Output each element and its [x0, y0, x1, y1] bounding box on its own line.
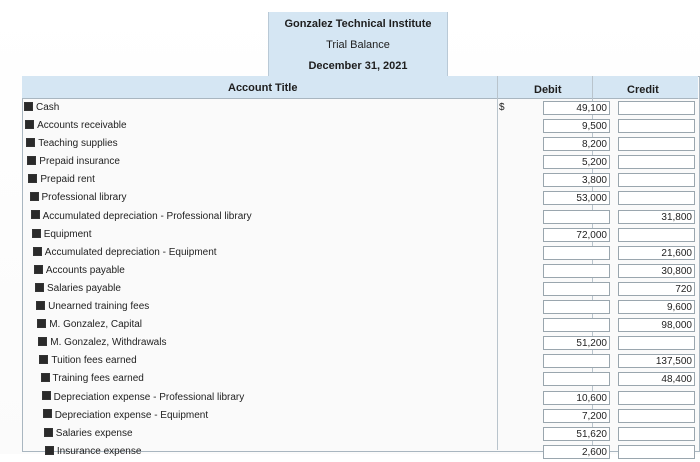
- account-cell: [24, 102, 59, 113]
- debit-input[interactable]: 3,800: [543, 173, 610, 187]
- account-cell: [32, 229, 92, 240]
- table-row: [22, 227, 698, 245]
- dropdown-icon[interactable]: [33, 247, 42, 256]
- credit-input[interactable]: [618, 427, 695, 441]
- account-cell: [45, 446, 142, 457]
- account-name: Salaries expense: [55, 427, 133, 439]
- dropdown-icon[interactable]: [39, 355, 48, 364]
- debit-input[interactable]: [543, 354, 610, 368]
- debit-input[interactable]: 49,100: [543, 101, 610, 115]
- table-row: [22, 118, 698, 136]
- account-name: Accounts receivable: [37, 120, 127, 132]
- credit-input[interactable]: 21,600: [618, 246, 695, 260]
- account-name: Insurance expense: [56, 445, 142, 457]
- account-name: M. Gonzalez, Withdrawals: [50, 337, 167, 349]
- credit-input[interactable]: 720: [618, 282, 695, 296]
- debit-input[interactable]: 53,000: [543, 191, 610, 205]
- dropdown-icon[interactable]: [26, 138, 35, 147]
- account-name: Tuition fees earned: [51, 355, 137, 367]
- report-header: [268, 12, 448, 76]
- dropdown-icon[interactable]: [44, 428, 53, 437]
- dropdown-icon[interactable]: [27, 156, 36, 165]
- table-row: [22, 317, 698, 335]
- debit-header: Debit: [534, 84, 562, 96]
- credit-input[interactable]: 48,400: [618, 372, 695, 386]
- currency-symbol: $: [499, 102, 505, 113]
- dropdown-icon[interactable]: [34, 265, 43, 274]
- debit-input[interactable]: [543, 318, 610, 332]
- top-strip: [0, 0, 700, 12]
- account-name: Unearned training fees: [48, 301, 150, 313]
- account-cell: [34, 265, 125, 276]
- dropdown-icon[interactable]: [28, 174, 37, 183]
- debit-input[interactable]: 8,200: [543, 137, 610, 151]
- table-row: [22, 408, 698, 426]
- account-cell: [35, 283, 121, 294]
- account-cell: [38, 337, 166, 348]
- debit-input[interactable]: 51,200: [543, 336, 610, 350]
- debit-input[interactable]: 2,600: [543, 445, 610, 459]
- table-row: [22, 154, 698, 172]
- table-row: [22, 209, 698, 227]
- account-rows: [22, 100, 698, 462]
- account-name: M. Gonzalez, Capital: [49, 319, 143, 331]
- account-cell: [31, 211, 252, 222]
- account-name: Salaries payable: [47, 282, 121, 294]
- dropdown-icon[interactable]: [25, 120, 34, 129]
- dropdown-icon[interactable]: [35, 283, 44, 292]
- dropdown-icon[interactable]: [30, 192, 39, 201]
- account-cell: [37, 319, 142, 330]
- table-row: [22, 100, 698, 118]
- account-cell: [41, 373, 144, 384]
- table-row: [22, 426, 698, 444]
- dropdown-icon[interactable]: [37, 319, 46, 328]
- credit-input[interactable]: [618, 391, 695, 405]
- debit-input[interactable]: 10,600: [543, 391, 610, 405]
- report-title: Trial Balance: [326, 39, 390, 51]
- account-cell: [33, 247, 217, 258]
- table-row: [22, 136, 698, 154]
- dropdown-icon[interactable]: [42, 391, 51, 400]
- account-name: Accumulated depreciation - Equipment: [44, 246, 217, 258]
- table-row: [22, 335, 698, 353]
- dropdown-icon[interactable]: [24, 102, 33, 111]
- account-cell: [25, 120, 127, 131]
- credit-input[interactable]: 30,800: [618, 264, 695, 278]
- account-name: Depreciation expense - Equipment: [54, 409, 209, 421]
- table-header-row: [22, 76, 698, 99]
- account-name: Accounts payable: [45, 264, 125, 276]
- table-row: [22, 172, 698, 190]
- table-row: [22, 299, 698, 317]
- account-name: Professional library: [41, 192, 127, 204]
- credit-input[interactable]: [618, 409, 695, 423]
- debit-input[interactable]: [543, 282, 610, 296]
- account-title-header: Account Title: [228, 82, 298, 94]
- dropdown-icon[interactable]: [32, 229, 41, 238]
- credit-input[interactable]: [618, 173, 695, 187]
- credit-input[interactable]: [618, 101, 695, 115]
- company-name: Gonzalez Technical Institute: [284, 18, 432, 30]
- credit-input[interactable]: [618, 137, 695, 151]
- debit-input[interactable]: [543, 210, 610, 224]
- credit-input[interactable]: 137,500: [618, 354, 695, 368]
- dropdown-icon[interactable]: [38, 337, 47, 346]
- credit-input[interactable]: 98,000: [618, 318, 695, 332]
- account-name: Prepaid insurance: [39, 156, 120, 168]
- table-row: [22, 444, 698, 462]
- dropdown-icon[interactable]: [36, 301, 45, 310]
- debit-input[interactable]: 7,200: [543, 409, 610, 423]
- table-row: [22, 390, 698, 408]
- account-cell: [44, 428, 133, 439]
- debit-input[interactable]: 72,000: [543, 228, 610, 242]
- account-cell: [27, 156, 120, 167]
- credit-input[interactable]: [618, 119, 695, 133]
- account-cell: [28, 174, 94, 185]
- account-name: Depreciation expense - Professional library: [53, 391, 245, 403]
- account-name: Accumulated depreciation - Professional library: [42, 210, 252, 222]
- dropdown-icon[interactable]: [45, 446, 54, 455]
- account-name: Prepaid rent: [40, 174, 95, 186]
- table-row: [22, 190, 698, 208]
- account-cell: [36, 301, 149, 312]
- account-cell: [26, 138, 118, 149]
- table-row: [22, 245, 698, 263]
- credit-input[interactable]: [618, 155, 695, 169]
- debit-input[interactable]: [543, 264, 610, 278]
- table-row: [22, 263, 698, 281]
- report-date: December 31, 2021: [308, 60, 408, 72]
- account-cell: [30, 192, 127, 203]
- debit-input[interactable]: [543, 372, 610, 386]
- table-row: [22, 353, 698, 371]
- table-row: [22, 371, 698, 389]
- account-name: Teaching supplies: [38, 138, 118, 150]
- credit-header: Credit: [627, 84, 659, 96]
- credit-input[interactable]: [618, 228, 695, 242]
- account-cell: [39, 355, 136, 366]
- account-name: Cash: [36, 102, 60, 113]
- dropdown-icon[interactable]: [41, 373, 50, 382]
- credit-input[interactable]: [618, 191, 695, 205]
- dropdown-icon[interactable]: [31, 210, 40, 219]
- table-row: [22, 281, 698, 299]
- dropdown-icon[interactable]: [43, 409, 52, 418]
- debit-input[interactable]: 51,620: [543, 427, 610, 441]
- account-name: Training fees earned: [52, 373, 144, 385]
- credit-input[interactable]: [618, 445, 695, 459]
- account-cell: [43, 410, 208, 421]
- credit-input[interactable]: 9,600: [618, 300, 695, 314]
- account-cell: [42, 392, 245, 403]
- credit-input[interactable]: [618, 336, 695, 350]
- debit-input[interactable]: 5,200: [543, 155, 610, 169]
- credit-input[interactable]: 31,800: [618, 210, 695, 224]
- debit-input[interactable]: [543, 246, 610, 260]
- debit-input[interactable]: [543, 300, 610, 314]
- account-name: Equipment: [43, 228, 92, 240]
- debit-input[interactable]: 9,500: [543, 119, 610, 133]
